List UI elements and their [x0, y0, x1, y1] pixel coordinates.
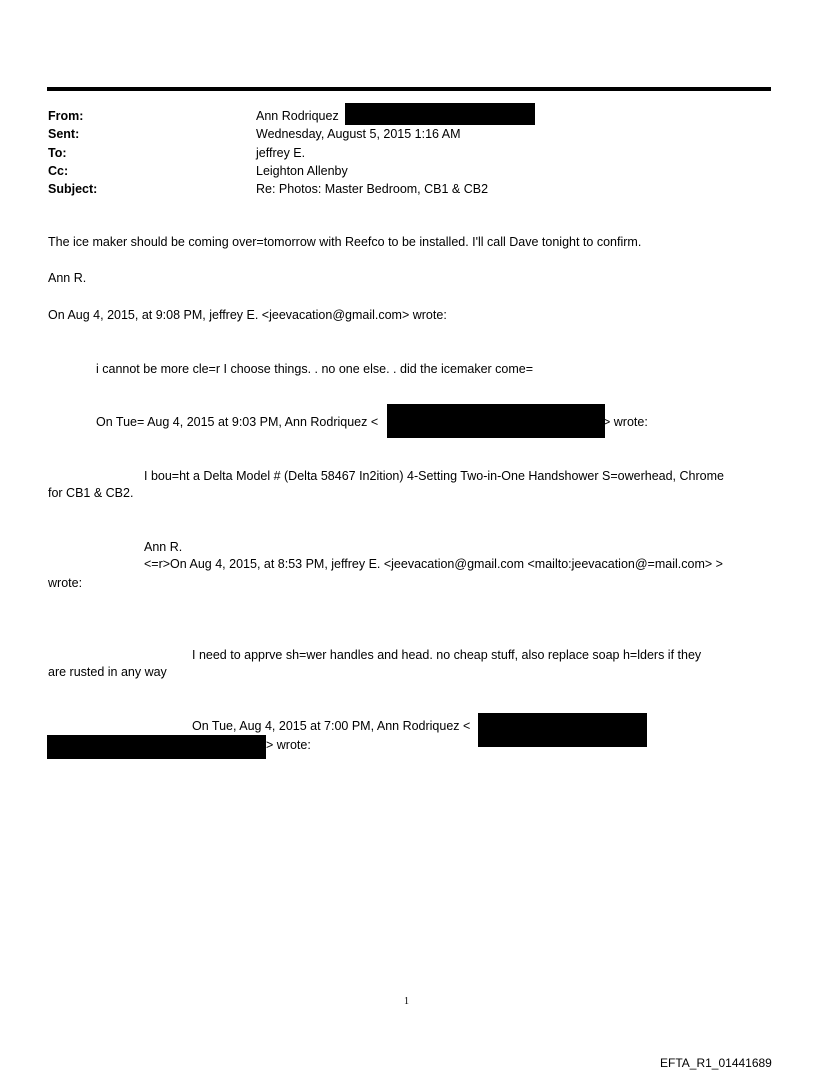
quote-1-text: i cannot be more cle=r I choose things. . no one else. . did the icemaker come= [96, 362, 534, 376]
to-label: To: [48, 146, 67, 160]
signature-2: Ann R. [144, 540, 183, 554]
from-value: Ann Rodriquez [256, 109, 339, 123]
quote-1-intro: On Aug 4, 2015, at 9:08 PM, jeffrey E. <jeevacation@gmail.com> wrote: [48, 308, 447, 322]
quote-4-intro-end: > wrote: [266, 738, 311, 752]
quote-2-intro-end: > wrote: [603, 415, 648, 429]
body-line-1: The ice maker should be coming over=tomorrow with Reefco to be installed. I'll call Dave tonight to confirm. [48, 235, 642, 249]
header-rule [47, 87, 771, 91]
quote-3-text-line2: are rusted in any way [48, 665, 167, 679]
redaction-quote4-email-part1 [478, 713, 647, 747]
redaction-quote4-email-part2 [47, 735, 266, 759]
redaction-from-email [345, 103, 535, 125]
redaction-quote2-email [387, 404, 605, 438]
quote-3-intro-line1: <=r>On Aug 4, 2015, at 8:53 PM, jeffrey E. <jeevacation@gmail.com <mailto:jeevacation@=mail.com> > [144, 557, 723, 571]
quote-3-intro-line2: wrote: [48, 576, 83, 590]
subject-label: Subject: [48, 182, 98, 196]
cc-value: Leighton Allenby [256, 164, 348, 178]
quote-2-text-line2: for CB1 & CB2. [48, 486, 134, 500]
quote-3-text-line1: I need to apprve sh=wer handles and head. no cheap stuff, also replace soap h=lders if they [192, 648, 702, 662]
quote-2-intro-start: On Tue= Aug 4, 2015 at 9:03 PM, Ann Rodriquez < [96, 415, 379, 429]
sent-label: Sent: [48, 127, 80, 141]
quote-4-intro-start: On Tue, Aug 4, 2015 at 7:00 PM, Ann Rodriquez < [192, 719, 471, 733]
cc-label: Cc: [48, 164, 69, 178]
from-label: From: [48, 109, 84, 123]
bates-number: EFTA_R1_01441689 [660, 1056, 772, 1070]
quote-2-text-line1: I bou=ht a Delta Model # (Delta 58467 In2ition) 4-Setting Two-in-One Handshower S=owerhead, Chrome [144, 469, 724, 483]
sent-value: Wednesday, August 5, 2015 1:16 AM [256, 127, 461, 141]
page-number: 1 [404, 996, 409, 1007]
to-value: jeffrey E. [256, 146, 306, 160]
subject-value: Re: Photos: Master Bedroom, CB1 & CB2 [256, 182, 489, 196]
signature-1: Ann R. [48, 271, 87, 285]
